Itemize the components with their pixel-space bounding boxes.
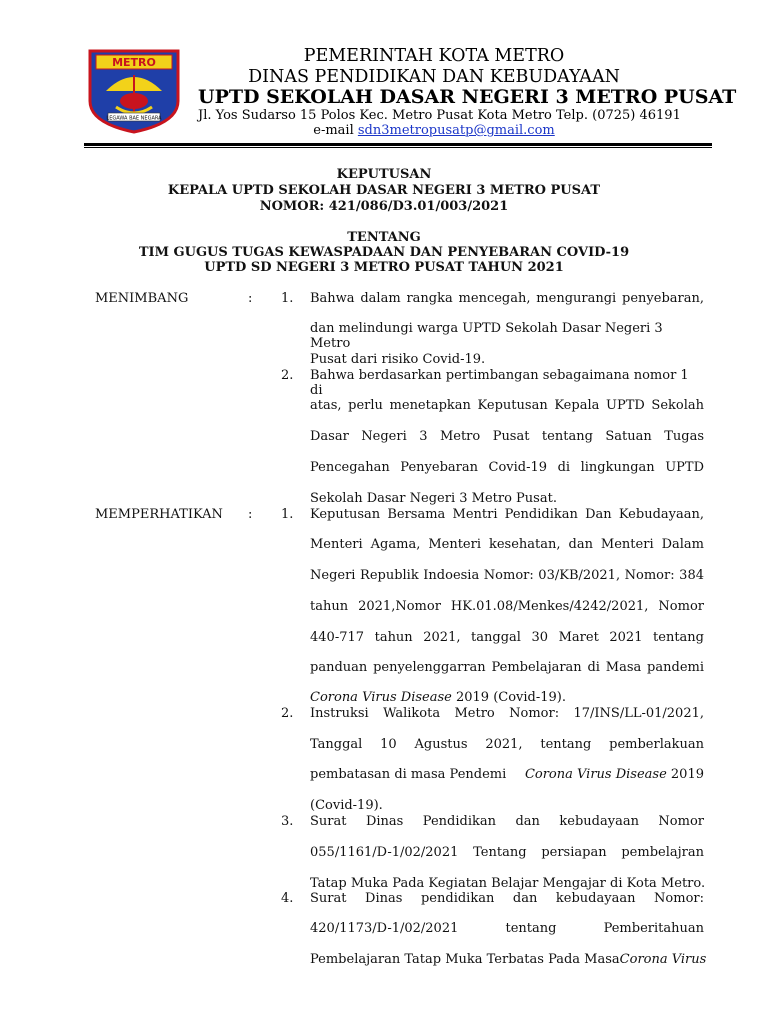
menimbang-2-line: atas, perlu menetapkan Keputusan Kepala UPTD Sekolah <box>310 398 704 413</box>
letterhead-email-line <box>198 123 670 138</box>
metro-city-emblem <box>88 49 180 134</box>
italic-term: Corona Virus Disease <box>524 767 667 782</box>
memperhatikan-1-line: 440-717 tahun 2021, tanggal 30 Maret 2021 tentang <box>310 630 704 645</box>
memperhatikan-2-line: Instruksi Walikota Metro Nomor: 17/INS/LL-01/2021, <box>310 706 704 721</box>
header-divider-thin <box>84 147 712 148</box>
item-number: 1. <box>281 507 294 522</box>
memperhatikan-3-line: Tatap Muka Pada Kegiatan Belajar Mengajar di Kota Metro. <box>310 876 706 891</box>
letterhead-government: PEMERINTAH KOTA METRO <box>303 46 565 66</box>
section-label-memperhatikan: MEMPERHATIKAN <box>95 507 223 522</box>
logo-text: METRO <box>112 56 156 69</box>
menimbang-2-line: Pencegahan Penyebaran Covid-19 di lingkungan UPTD <box>310 460 704 475</box>
logo-ribbon-text: LEGAWA BAE NEGARA <box>106 115 162 122</box>
letterhead-address: Jl. Yos Sudarso 15 Polos Kec. Metro Pusat Kota Metro Telp. (0725) 46191 <box>198 108 681 123</box>
memperhatikan-1-line: Keputusan Bersama Mentri Pendidikan Dan Kebudayaan, <box>310 507 704 522</box>
decree-subject: TIM GUGUS TUGAS KEWASPADAAN DAN PENYEBARAN COVID-19 <box>138 245 630 260</box>
memperhatikan-1-line <box>310 690 566 705</box>
memperhatikan-2-line: (Covid-19). <box>310 798 383 813</box>
text-run: 2019 <box>666 767 704 782</box>
memperhatikan-1-line: tahun 2021,Nomor HK.01.08/Menkes/4242/2021, Nomor <box>310 599 704 614</box>
decree-title: KEPUTUSAN <box>336 167 432 182</box>
memperhatikan-2-line: Tanggal 10 Agustus 2021, tentang pemberlakuan <box>310 737 704 752</box>
italic-term: Corona Virus Disease <box>310 690 452 705</box>
memperhatikan-3-line: 055/1161/D-1/02/2021 Tentang persiapan pembelajran <box>310 845 704 860</box>
memperhatikan-1-line: Negeri Republik Indoesia Nomor: 03/KB/2021, Nomor: 384 <box>310 568 704 583</box>
memperhatikan-4-line <box>310 952 707 967</box>
memperhatikan-4-line: 420/1173/D-1/02/2021 tentang Pemberitahuan <box>310 921 704 936</box>
email-link[interactable]: sdn3metropusatp@gmail.com <box>357 123 555 138</box>
memperhatikan-1-line: Menteri Agama, Menteri kesehatan, dan Menteri Dalam <box>310 537 704 552</box>
menimbang-2-line: Dasar Negeri 3 Metro Pusat tentang Satuan Tugas <box>310 429 704 444</box>
item-number: 1. <box>281 291 294 306</box>
text-run: pembatasan di masa Pendemi <box>310 767 507 782</box>
decree-number: NOMOR: 421/086/D3.01/003/2021 <box>259 199 509 214</box>
menimbang-1-line: dan melindungi warga UPTD Sekolah Dasar Negeri 3 Metro <box>310 321 663 351</box>
item-number: 2. <box>281 706 294 721</box>
email-label: e-mail <box>313 123 354 138</box>
letterhead-school: UPTD SEKOLAH DASAR NEGERI 3 METRO PUSAT <box>198 86 737 108</box>
menimbang-1-line: Pusat dari risiko Covid-19. <box>310 352 486 367</box>
section-label-menimbang: MENIMBANG <box>95 291 189 306</box>
section-colon: : <box>248 291 253 306</box>
text-run: Pembelajaran Tatap Muka Terbatas Pada Masa <box>310 952 620 967</box>
menimbang-2-line: Sekolah Dasar Negeri 3 Metro Pusat. <box>310 491 557 506</box>
header-divider-thick <box>84 143 712 146</box>
text-run: 2019 (Covid-19). <box>451 690 566 705</box>
memperhatikan-4-line: Surat Dinas pendidikan dan kebudayaan Nomor: <box>310 891 704 906</box>
letterhead-department: DINAS PENDIDIKAN DAN KEBUDAYAAN <box>248 67 620 87</box>
item-number: 2. <box>281 368 294 383</box>
memperhatikan-2-line <box>310 767 704 782</box>
menimbang-2-line: Bahwa berdasarkan pertimbangan sebagaimana nomor 1 di <box>310 368 689 398</box>
decree-subject-unit: UPTD SD NEGERI 3 METRO PUSAT TAHUN 2021 <box>204 260 564 275</box>
memperhatikan-3-line: Surat Dinas Pendidikan dan kebudayaan Nomor <box>310 814 704 829</box>
menimbang-1-line: Bahwa dalam rangka mencegah, mengurangi penyebaran, <box>310 291 704 306</box>
decree-about-label: TENTANG <box>347 230 421 245</box>
item-number: 3. <box>281 814 294 829</box>
memperhatikan-1-line: panduan penyelenggarran Pembelajaran di Masa pandemi <box>310 660 704 675</box>
italic-term: Corona Virus <box>619 952 707 967</box>
section-colon: : <box>248 507 253 522</box>
item-number: 4. <box>281 891 294 906</box>
decree-issuer: KEPALA UPTD SEKOLAH DASAR NEGERI 3 METRO PUSAT <box>167 183 601 198</box>
